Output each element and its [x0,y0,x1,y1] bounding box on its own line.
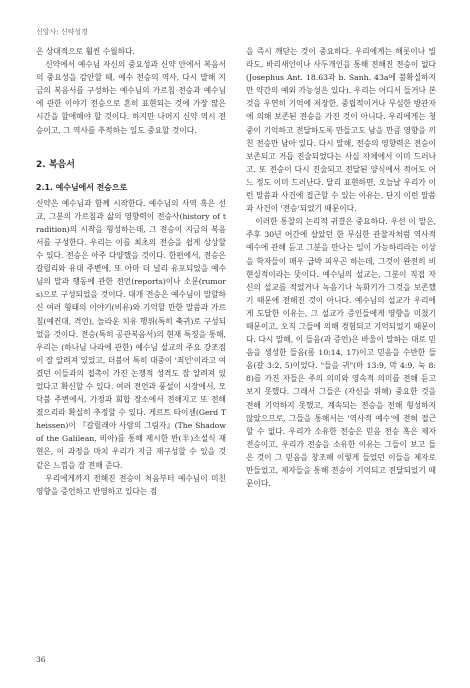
paragraph: 을 즉시 깨닫는 것이 중요하다. 우리에게는 해롯이나 빌라도, 바리새인이나 사두개인을 통해 전해진 전승이 없다(Josephus Ant. 18.63과 b. Sanh. 43a에 불확실하지만 약간의 예외 가능성은 있다). 우리는 어디서 들거나 본 것을 우연히 기억에 저장한, 중립적이거나 무심한 방관자에 의해 보존된 전승을 가진 것이 아니다. 우리에게는 청중이 기억하고 전달하도록 만들고도 남을 만큼 영향을 끼친 전승만 남아 있다. 다시 말해, 전승의 영향력은 전승이 보존되고 거듭 진술되었다는 사실 자체에서 이미 드러나고, 또 전승이 다시 진술되고 전달된 양식에서 적어도 어느 정도 이미 드러난다. 달리 표현하면, 오늘날 우리가 이런 말씀과 사건에 접근할 수 있는 이유는, 단지 이런 말씀과 사건이 '전승'되었기 때문이다. [246,47,436,214]
section-heading: 2. 복음서 [36,159,75,170]
right-column [246,45,436,498]
paragraph: 이러한 통찰의 논리적 귀결은 중요하다. 우선 이 말은, 주후 30년 어간에 살았던 한 무심한 관찰자처럼 역사적 예수에 관해 듣고 그분을 만나는 일이 가능하리라는 이상을 학자들이 매우 급박 피우곤 하는데, 그것이 완전히 비현실적이라는 뜻이다. 예수님의 설교는, 그분이 직접 자신의 설교를 적었거나 녹음기나 녹화기가 그것을 보존했기 때문에 전해진 것이 아니다. 예수님의 설교가 우리에게 도달한 이유는, 그 설교가 증인들에게 영향을 미쳤기 때문이고, 오직 그들에 의해 경험되고 기억되었기 때문이다. 다시 말해, 이 들음(과 증언)은 바울이 말하는 대로 믿음을 생성한 들음(롬 10:14, 17)이고 믿음을 수반한 들음(갈 3:2, 5)이었다. "들을 귀"(마 13:9, 막 4:9, 눅 8:8)를 가진 자들은 주의 의미와 영속적 의미를 전해 듣고 보지 못했다. 그래서 그들은 (자신을 위해) 중요한 것을 전해 기억하지 못했고, 계속되는 전승을 전해 형성하지 않았으므로, 그들을 통해서는 '역사적 예수'에 전혀 접근할 수 없다. 우리가 소유한 전승은 믿음 전승 혹은 제자 전승이고, 우리가 전승을 소유한 이유는 그들이 보고 들은 것이 그 믿음을 창조해 이렇게 들었던 이들을 제자로 만들었고, 제자들을 통해 전승이 기억되고 전달되었기 때문이다. [246,217,436,489]
running-head: 신앙사: 신약성경 [36,28,88,36]
left-column [36,45,226,498]
paragraph: 은 상대적으로 훨씬 수월하다. [36,47,135,56]
paragraph: 우리에게까지 전해진 전승이 처음부터 예수님이 미친 영향을 증언하고 반영하고 있다는 점 [36,473,226,496]
sub-heading: 2.1. 예수님에서 전승으로 [36,182,128,192]
page-number: 36 [36,655,46,664]
paragraph: 신약은 예수님과 함께 시작한다. 예수님의 사역 혹은 선교, 그분의 가르침과 삶의 영향력이 전승사(history of tradition)의 시작을 형성하는데, 그 전승이 지금의 복음서를 구성한다. 우리는 이를 최초의 전승을 쉽게 상상할 수 있다. 전승은 아주 다양했을 것이다. 한편에서, 전승은 갈릴리와 유대 주변에, 또 아마 더 널리 유포되었을 예수님의 말과 행동에 관한 전언(reports)이나 소문(rumors)으로 구성되었을 것이다. 대개 전승은 예수님이 말할하신 여러 형태의 이야기(비유)와 기억할 만한 말씀과 가르침(예컨대, 격언), 놀라운 치유 행위(특히 축귀)로 구성되었을 것이다. 전승(특히 공관복음서)의 현재 특징을 통해, 우리는 (하나님 나라에 관한) 예수님 설교의 주요 강조점이 잘 알려져 있었고, 더불어 특히 대중이 '죄인'이라고 여겼던 이들과의 접촉이 가진 논쟁적 성격도 잘 알려져 있었다고 확신할 수 있다. 여러 전언과 풍설이 시장에서, 모닥불 주변에서, 가정과 회합 장소에서 전해지고 또 전해졌으리라 확실히 추정할 수 있다. 게르트 타이센(Gerd Theissen)이 『갈릴래아 사람의 그림자』(The Shadow of the Galilean, 비아)를 통해 제시한 반(半)소설식 재현은, 이 과정을 마치 우리가 지금 재구성할 수 있을 것 같은 느낌을 잘 전해 준다. [36,198,226,470]
text-columns [36,45,436,498]
paragraph: 신약에서 예수님 자신의 중요성과 신약 안에서 복음서의 중요성을 감안할 때, 예수 전승의 역사, 다시 말해 지금의 복음서를 구성하는 예수님의 가르침 전승과 예수님에 관한 이야기 전승으로 흔히 표현되는 것에 가장 많은 시간을 할애해야 할 것이다. 하지만 나머지 신약 역시 전승이고, 그 역사를 추적하는 일도 중요할 것이다. [36,60,226,135]
